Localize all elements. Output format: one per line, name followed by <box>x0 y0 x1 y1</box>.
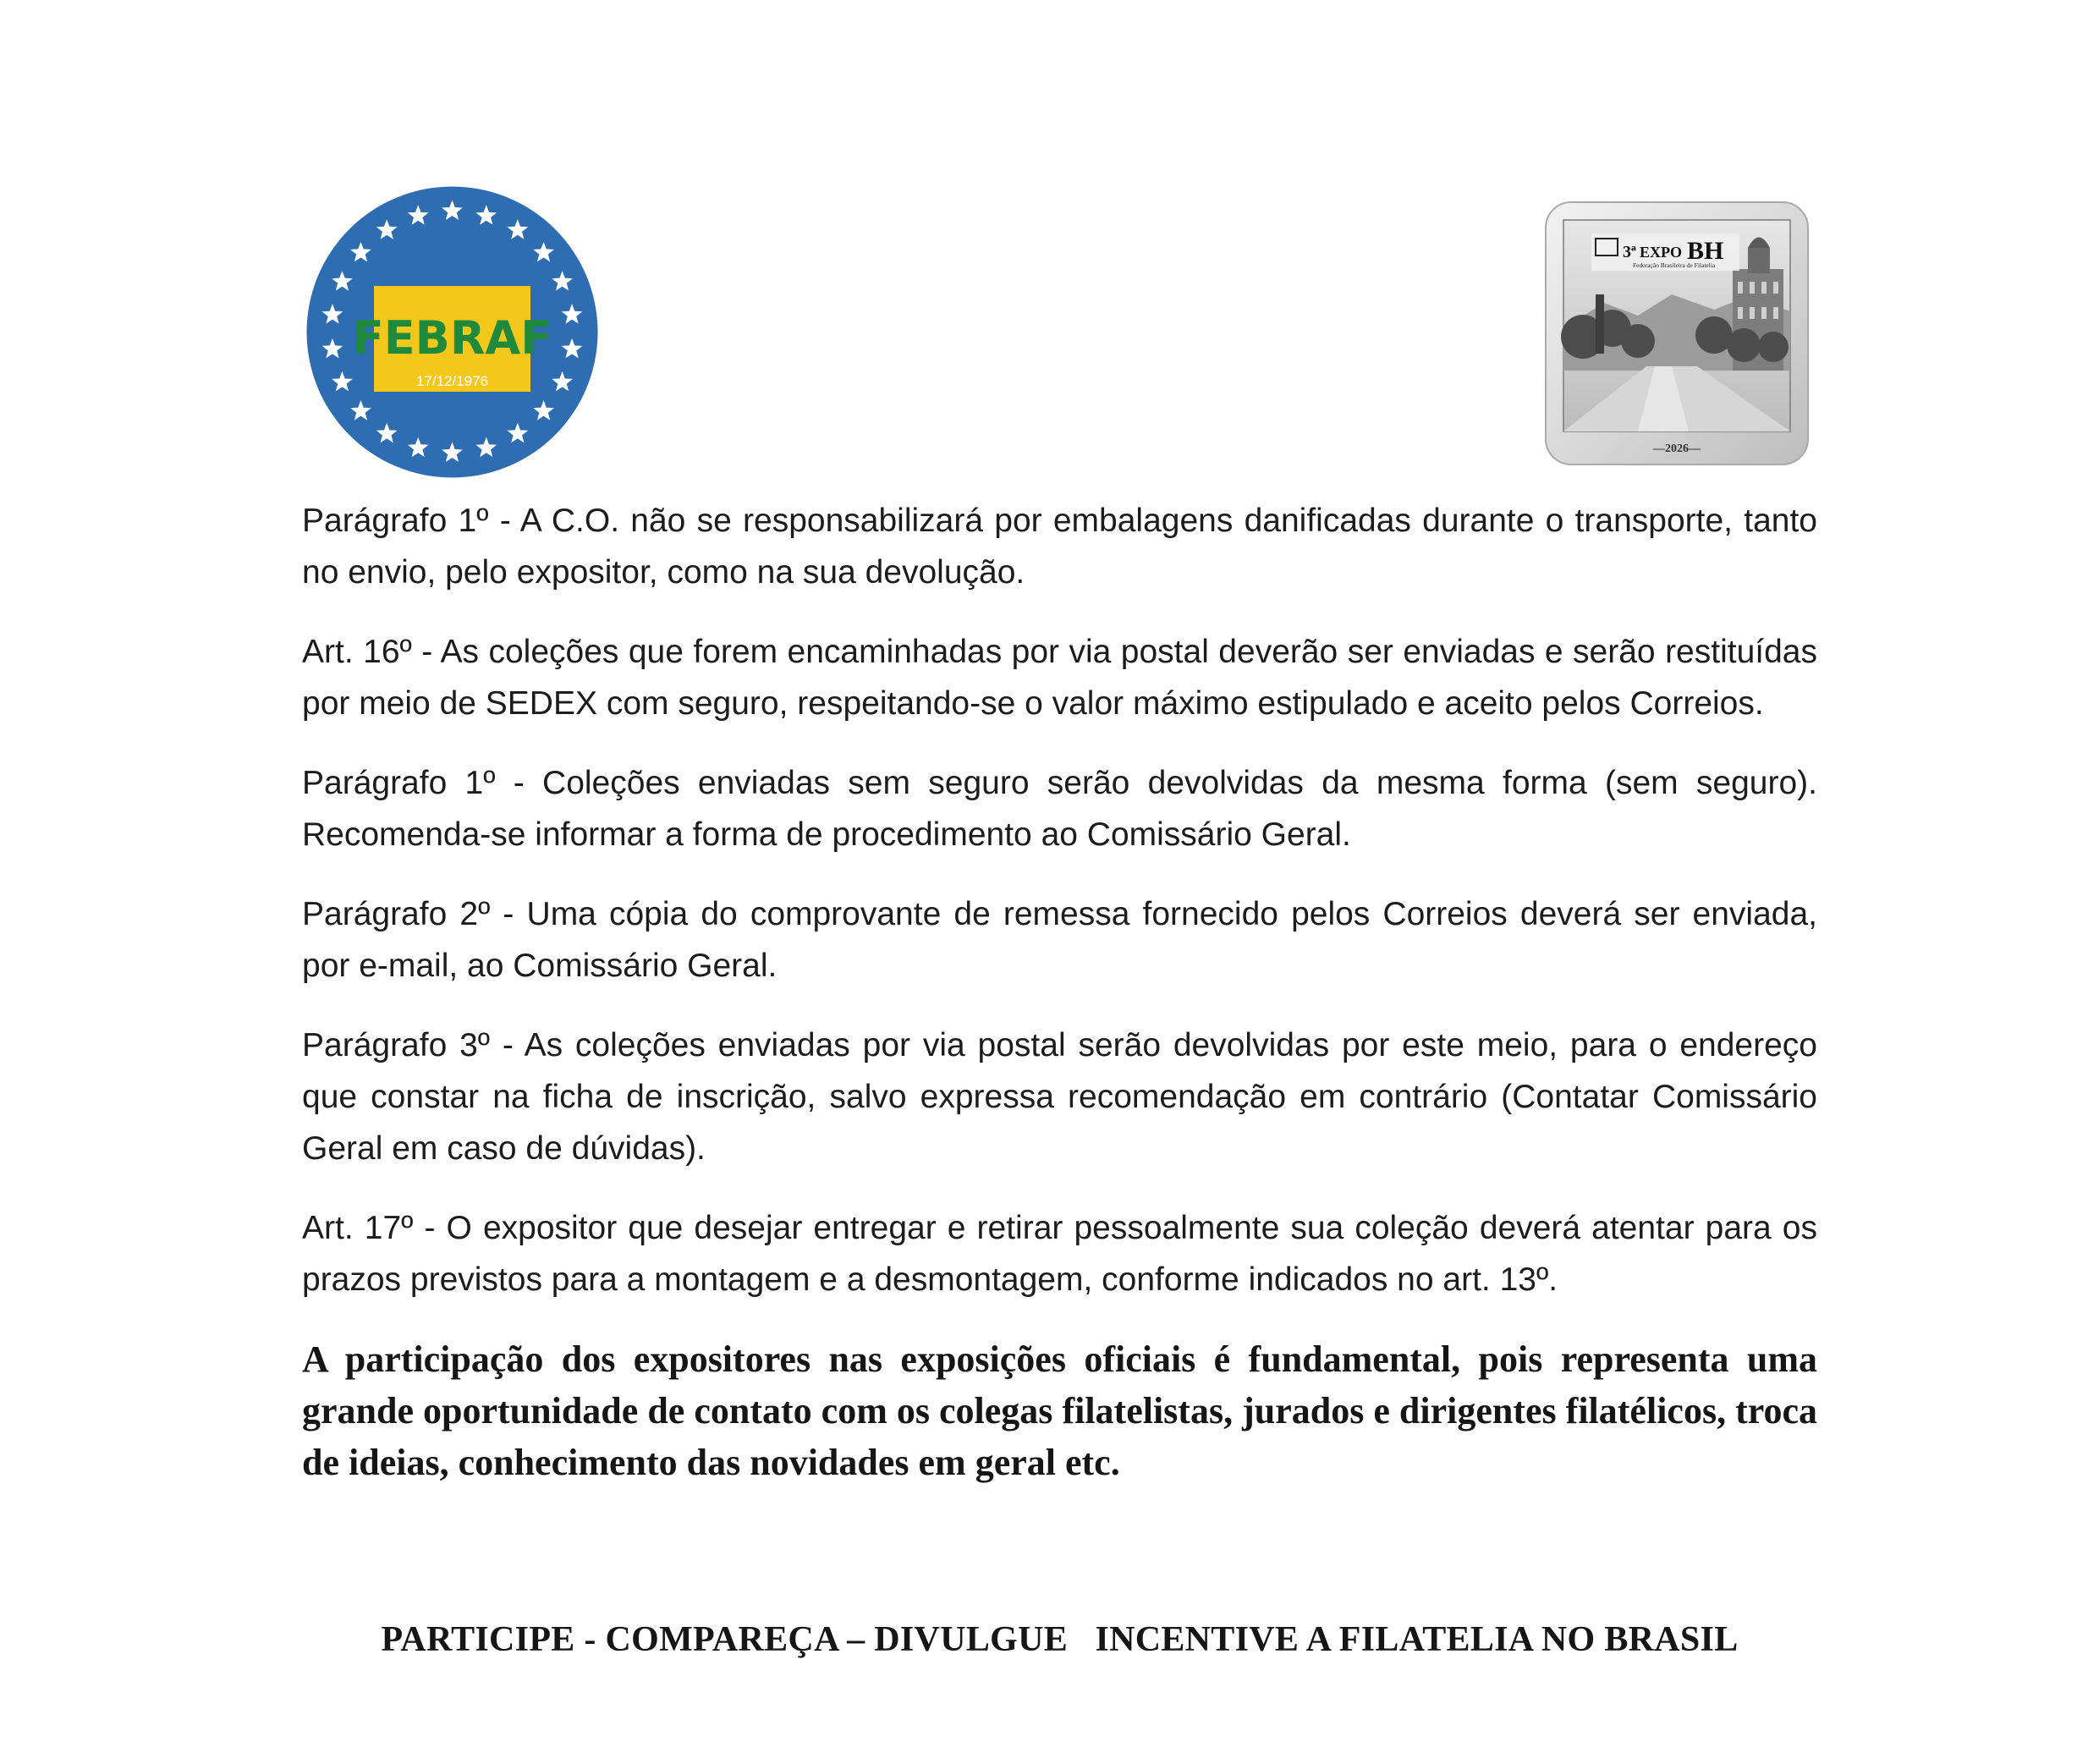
paragraph-paragrafo-3: Parágrafo 3º - As coleções enviadas por via postal serão devolvidas por este meio, para o endereço que constar na ficha de inscrição, salvo expressa recomendação em contrário (Contatar Comissário Geral em caso de dúvidas). <box>302 1027 1817 1167</box>
febraf-logo-date: 17/12/1976 <box>415 373 489 389</box>
expobh-edition: 3ª <box>1623 243 1636 261</box>
expobh-seal-graphic <box>1545 201 1809 465</box>
document-body <box>302 495 1817 1514</box>
expobh-year: —2026— <box>1653 442 1701 455</box>
febraf-seal-graphic <box>306 186 598 478</box>
expobh-title-expo: EXPO <box>1640 244 1683 261</box>
paragraph-paragrafo-1-co: Parágrafo 1º - A C.O. não se responsabilizará por embalagens danificadas durante o transporte, tanto no envio, pelo expositor, como na sua devolução. <box>302 503 1817 591</box>
expobh-title-bh: BH <box>1687 237 1724 265</box>
febraf-logo <box>306 186 598 478</box>
emphasis-paragraph: A participação dos expositores nas exposições oficiais é fundamental, pois representa uma grande oportunidade de contato com os colegas filatelistas, jurados e dirigentes filatélicos, troca de ideias, conhecimento das novidades em geral etc. <box>302 1338 1817 1483</box>
paragraph-paragrafo-1-seguro: Parágrafo 1º - Coleções enviadas sem seguro serão devolvidas da mesma forma (sem seguro). Recomenda-se informar a forma de procedimento ao Comissário Geral. <box>302 765 1817 853</box>
paragraph-art-17: Art. 17º - O expositor que desejar entregar e retirar pessoalmente sua coleção deverá atentar para os prazos previstos para a montagem e a desmontagem, conforme indicados no art. 13º. <box>302 1210 1817 1298</box>
expobh-subtitle: Federação Brasileira de Filatelia <box>1633 261 1716 269</box>
paragraph-art-16: Art. 16º - As coleções que forem encaminhadas por via postal deverão ser enviadas e serão restituídas por meio de SEDEX com seguro, respeitando-se o valor máximo estipulado e aceito pelos Correios. <box>302 634 1817 722</box>
febraf-logo-name: FEBRAF <box>352 311 552 365</box>
expobh-logo <box>1545 201 1809 465</box>
paragraph-paragrafo-2: Parágrafo 2º - Uma cópia do comprovante de remessa fornecido pelos Correios deverá ser enviada, por e-mail, ao Comissário Geral. <box>302 896 1817 984</box>
footer-slogan: PARTICIPE - COMPAREÇA – DIVULGUE INCENTIVE A FILATELIA NO BRASIL <box>381 1620 1739 1659</box>
